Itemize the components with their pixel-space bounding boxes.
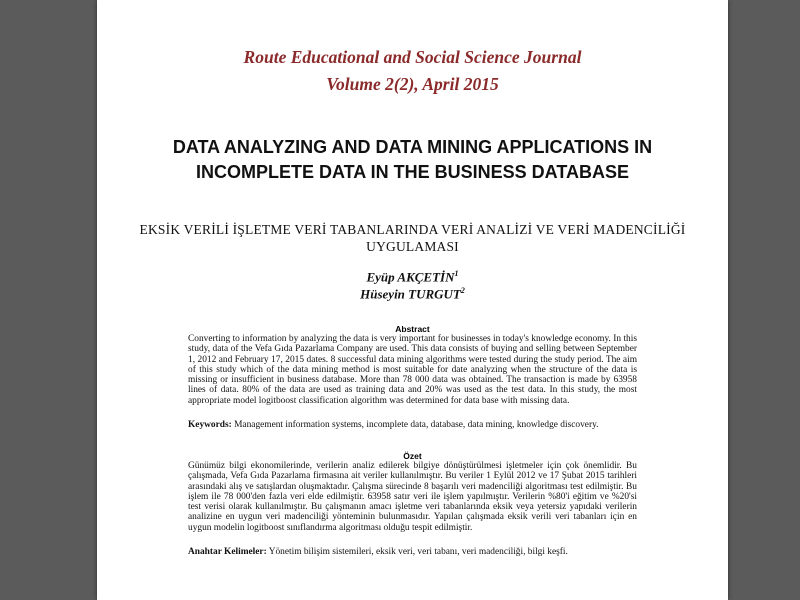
author-affiliation-mark: 2 xyxy=(460,286,465,295)
paper-title-turkish: EKSİK VERİLİ İŞLETME VERİ TABANLARINDA VERİ ANALİZİ VE VERİ MADENCİLİĞİ UYGULAMASI xyxy=(139,222,686,254)
abstract-text: Converting to information by analyzing the data is very important for businesses in today's knowledge economy. In this study, data of the Vefa Gıda Pazarlama Company are used. This data consists of buying and selling between September 1, 2012 and February 17, 2015 dates. 8 successful data mining algorithms were tested during the study period. The aim of this study which of the data mining method is most suitable for date analyzing when the structure of the data is missing or insufficient in business database. More than 78 000 data was obtained. The transaction is made by 63958 lines of data. 80% of the data are used as training data and 20% was used as the test data. In this study, the most appropriate model logitboost classification algorithm was determined for data base with missing data. xyxy=(188,334,637,406)
ozet-heading: Özet xyxy=(403,451,422,461)
paper-title: DATA ANALYZING AND DATA MINING APPLICATIONS IN INCOMPLETE DATA IN THE BUSINESS DATABASE xyxy=(172,137,653,182)
author-name: Eyüp AKÇETİN xyxy=(366,269,455,285)
anahtar-kelimeler-label: Anahtar Kelimeler: xyxy=(188,547,267,557)
ozet-text: Günümüz bilgi ekonomilerinde, verilerin analiz edilerek bilgiye dönüştürülmesi işletmeler için çok önemlidir. Bu çalışmada, Vefa Gıda Pazarlama firmasına ait veriler kullanılmıştır. Bu veriler 1 Eylül 2012 ve 17 Şubat 2015 tarihleri arasındaki alış ve satışlardan oluşmaktadır. Çalışma sürecinde 8 başarılı veri madenciliği algoritması test edilmiştir. Bu işlem ile 78 000'den fazla veri elde edilmiştir. 63958 satır veri ile işlem yapılmıştır. Verilerin %80'i eğitim ve %20'si test verisi olarak kullanılmıştır. Bu çalışmanın amacı işletme veri tabanlarında eksik veya yetersiz yapıdaki verilerin analizine en uygun veri madenciliği yönteminin bulunmasıdır. Yapılan çalışmada eksik verili veri tabanları için en uygun modelin logitboost sınıflandırma algoritması olduğu tespit edilmiştir. xyxy=(188,461,637,533)
journal-volume: Volume 2(2), April 2015 xyxy=(326,74,499,94)
ozet-keywords xyxy=(188,547,637,557)
journal-title: Route Educational and Social Science Journal xyxy=(243,47,582,67)
author-1 xyxy=(97,269,728,285)
author-name: Hüseyin TURGUT xyxy=(360,286,461,302)
keywords-label: Keywords: xyxy=(188,420,232,430)
abstract-keywords xyxy=(188,420,637,430)
author-affiliation-mark: 1 xyxy=(454,269,459,278)
anahtar-kelimeler-text: Yönetim bilişim sistemileri, eksik veri, veri tabanı, veri madenciliği, bilgi keşfi. xyxy=(268,547,568,557)
document-page xyxy=(97,0,728,600)
author-2 xyxy=(97,286,728,302)
keywords-text: Management information systems, incomplete data, database, data mining, knowledge discovery. xyxy=(234,420,599,430)
abstract-heading: Abstract xyxy=(395,324,430,334)
